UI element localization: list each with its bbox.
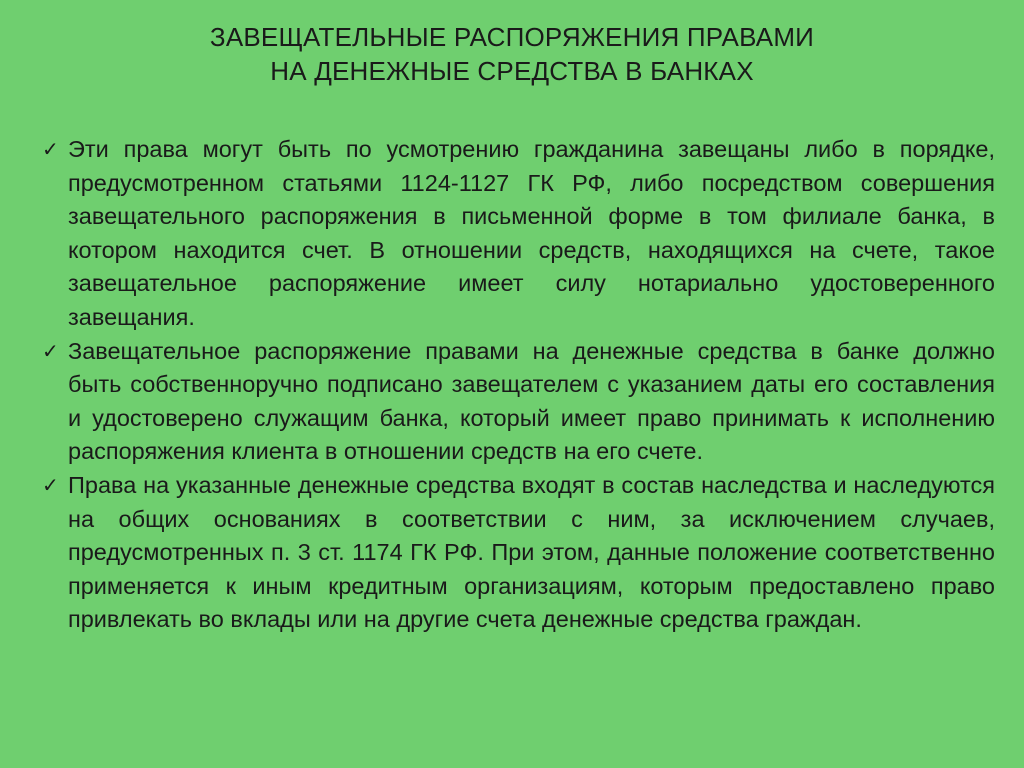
bullet-text-1: Эти права могут быть по усмотрению гражданина завещаны либо в порядке, предусмотренном статьями 1124-1127 ГК РФ, либо посредством совершения завещательного распоряжения в письменной форме в том филиале банка, в котором находится счет. В отношении средств, находящихся на счете, такое завещательное распоряжение имеет силу нотариально удостоверенного завещания. [68, 136, 995, 330]
bullet-list [40, 133, 995, 637]
bullet-item-1 [40, 133, 995, 335]
bullet-text-3: Права на указанные денежные средства входят в состав наследства и наследуются на общих основаниях в соответствии с ним, за исключением случаев, предусмотренных п. 3 ст. 1174 ГК РФ. При этом, данные положение соответственно применяется к иным кредитным организациям, которым предоставлено право привлекать во вклады или на другие счета денежные средства граждан. [68, 471, 995, 633]
checkmark-icon: ✓ [42, 472, 59, 497]
checkmark-icon: ✓ [42, 137, 59, 161]
bullet-item-3 [40, 469, 995, 637]
bullet-item-2 [40, 335, 995, 469]
slide-title-line-1: ЗАВЕЩАТЕЛЬНЫЕ РАСПОРЯЖЕНИЯ ПРАВАМИ [209, 22, 815, 52]
bullet-text-2: Завещательное распоряжение правами на денежные средства в банке должно быть собственноручно подписано завещателем с указанием даты его составления и удостоверено служащим банка, который имеет право принимать к исполнению распоряжения клиента в отношении средств на его счете. [68, 337, 995, 465]
slide-title [0, 20, 1024, 88]
slide-title-line-2: НА ДЕНЕЖНЫЕ СРЕДСТВА В БАНКАХ [270, 56, 754, 86]
checkmark-icon: ✓ [42, 338, 59, 363]
